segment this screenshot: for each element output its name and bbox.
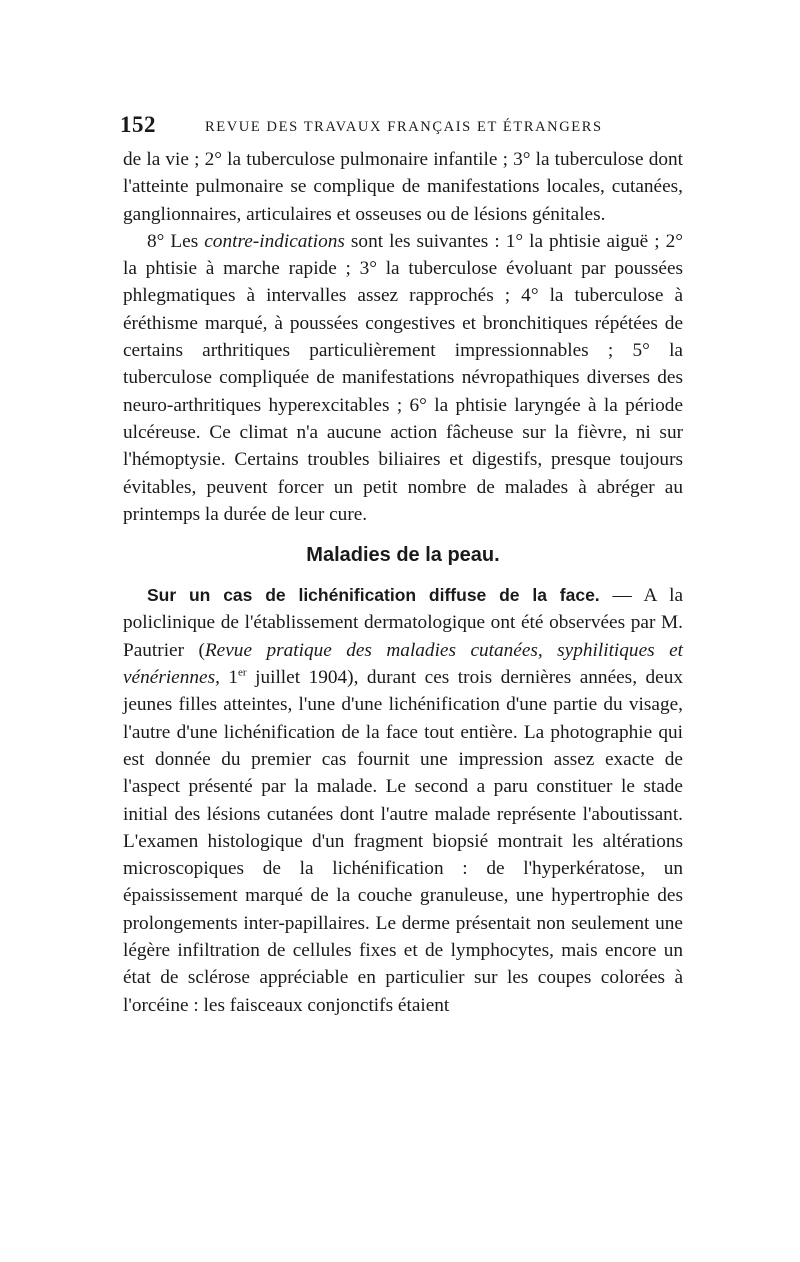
citation-date-day: , 1 — [215, 667, 239, 689]
paragraph-3-intro: — A la policlinique de l'établissement dermatologique ont été observées par M. Pautrier ( — [123, 585, 684, 661]
paragraph-contra-indications — [123, 228, 683, 528]
paragraph-lichenification — [123, 582, 683, 1019]
page-number: 152 — [120, 112, 156, 137]
book-page — [120, 112, 684, 1019]
running-title: REVUE DES TRAVAUX FRANÇAIS ET ÉTRANGERS — [205, 119, 603, 135]
paragraph-1-text: de la vie ; 2° la tuberculose pulmonaire infantile ; 3° la tuberculose dont l'atteinte pulmonaire se complique de manifestations locales, cutanées, ganglionnaires, articulaires et osseuses ou de lésions génitales. — [123, 149, 683, 225]
paragraph-2-italic-term: contre-indications — [204, 230, 345, 252]
article-run-in-title: Sur un cas de lichénification diffuse de la face. — [147, 585, 600, 606]
citation-journal: Revue pratique des maladies cutanées, syphilitiques et vénériennes — [123, 639, 683, 689]
section-heading: Maladies de la peau. — [306, 544, 500, 567]
paragraph-3-body: ), durant ces trois dernières années, deux jeunes filles atteintes, l'une d'une lichénification d'une partie du visage, l'autre d'une lichénification de la face tout entière. La photographie qui est donnée du premier cas fournit une impression assez exacte de l'aspect présenté par la malade. Le second a paru constituer le stade initial des lésions cutanées dont l'autre malade représente l'aboutissant. L'examen histologique d'un fragment biopsié montrait les altérations microscopiques de la lichénification : de l'hyperkératose, un épaississement marqué de la couche granuleuse, une hypertrophie des prolongements inter-papillaires. Le derme présentait non seulement une légère infiltration de cellules fixes et de lymphocytes, mais encore un état de sclérose appréciable en particulier sur les coupes colorées à l'orcéine : les faisceaux conjonctifs étaient — [123, 667, 683, 1016]
paragraph-2-body: sont les suivantes : 1° la phtisie aiguë ; 2° la phtisie à marche rapide ; 3° la tuberculose évoluant par poussées phlegmatiques à intervalles assez rapprochés ; 4° la tuberculose à éréthisme marqué, à poussées congestives et bronchitiques répétées de certains arthritiques particulièrement impressionnables ; 5° la tuberculose compliquée de manifestations névropathiques diverses des neuro-arthritiques hyperexcitables ; 6° la phtisie laryngée à la période ulcéreuse. Ce climat n'a aucune action fâcheuse sur la fièvre, ni sur l'hémoptysie. Certains troubles biliaires et digestifs, presque toujours évitables, peuvent forcer un petit nombre de malades à abréger au printemps la durée de leur cure. — [123, 230, 683, 525]
citation-date-superscript: er — [238, 666, 247, 679]
citation-date-rest: juillet 1904 — [246, 667, 348, 689]
paragraph-continuation — [123, 146, 683, 228]
running-header — [120, 112, 683, 146]
paragraph-2-lead: 8° Les — [147, 230, 205, 252]
body-text — [123, 146, 683, 1019]
